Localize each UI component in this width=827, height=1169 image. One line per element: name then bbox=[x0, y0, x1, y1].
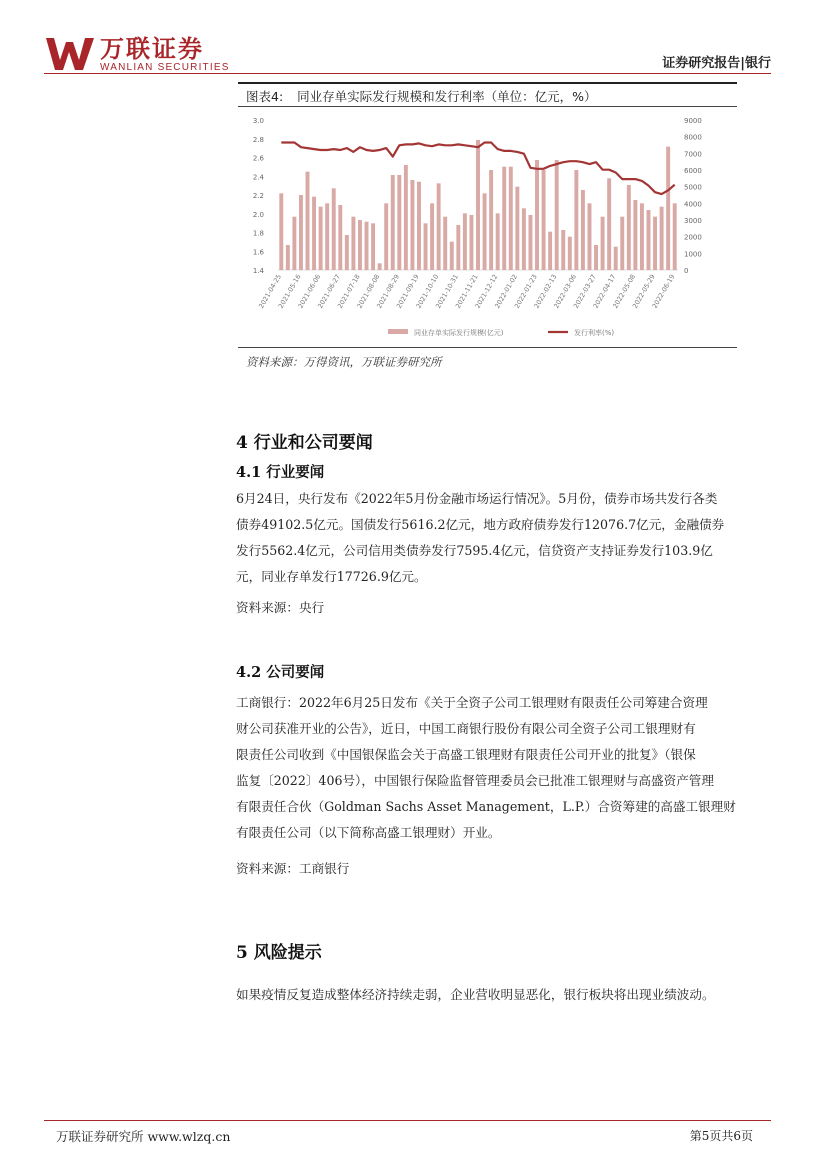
bar bbox=[640, 203, 644, 270]
bar bbox=[325, 203, 329, 270]
bar bbox=[338, 205, 342, 270]
x-tick-label: 2022-04-17 bbox=[591, 273, 618, 310]
section-4-1-heading: 4.1 行业要闻 bbox=[236, 464, 325, 481]
x-tick-label: 2021-08-29 bbox=[375, 273, 402, 310]
bar bbox=[607, 178, 611, 270]
y-right-tick-label: 9000 bbox=[684, 117, 702, 125]
paragraph-line: 限责任公司收到《中国银保监会关于高盛工银理财有限责任公司开业的批复》（银保 bbox=[236, 747, 696, 762]
x-tick-label: 2021-12-12 bbox=[473, 273, 500, 310]
bar bbox=[456, 225, 460, 270]
wanlian-logo-icon bbox=[44, 36, 96, 72]
bar bbox=[351, 217, 355, 270]
figure-bottom-rule bbox=[238, 347, 737, 348]
bar bbox=[378, 263, 382, 270]
bar bbox=[574, 170, 578, 270]
company-logo bbox=[44, 36, 230, 72]
paragraph-line: 债券49102.5亿元。国债发行5616.2亿元，地方政府债券发行12076.7亿元，金融债券 bbox=[236, 517, 725, 532]
bar bbox=[292, 217, 296, 270]
figure-label: 图表4: bbox=[246, 89, 284, 104]
bar bbox=[345, 235, 349, 270]
legend-bar-swatch bbox=[388, 329, 408, 334]
y-left-tick-label: 2.4 bbox=[252, 173, 264, 182]
report-type: 证券研究报告|银行 bbox=[662, 56, 771, 71]
interbank-cd-chart bbox=[238, 108, 737, 346]
bar bbox=[430, 203, 434, 270]
y-right-tick-label: 4000 bbox=[684, 200, 702, 209]
x-tick-label: 2022-02-13 bbox=[532, 273, 559, 310]
y-left-tick-label: 1.8 bbox=[252, 229, 264, 238]
bar bbox=[384, 203, 388, 270]
y-left-tick-label: 2.0 bbox=[252, 210, 264, 219]
x-tick-label: 2021-10-31 bbox=[434, 273, 461, 310]
bar bbox=[647, 210, 651, 270]
x-tick-label: 2022-05-08 bbox=[611, 273, 638, 310]
bar bbox=[561, 230, 565, 270]
x-tick-label: 2022-05-29 bbox=[630, 273, 657, 310]
bar bbox=[528, 215, 532, 270]
bar bbox=[424, 223, 428, 270]
paragraph-line: 有限责任公司（以下简称高盛工银理财）开业。 bbox=[236, 825, 501, 840]
x-tick-label: 2022-01-02 bbox=[493, 273, 520, 310]
legend-bar-label: 同业存单实际发行规模(亿元) bbox=[414, 329, 504, 337]
bar bbox=[371, 223, 375, 270]
paragraph-line: 财公司获准开业的公告》，近日，中国工商银行股份有限公司全资子公司工银理财有 bbox=[236, 721, 696, 736]
bar bbox=[417, 182, 421, 270]
y-left-tick-label: 1.4 bbox=[252, 267, 264, 275]
section-4-2-heading: 4.2 公司要闻 bbox=[236, 664, 325, 681]
bar bbox=[437, 183, 441, 270]
bar bbox=[476, 140, 480, 270]
y-right-tick-label: 8000 bbox=[684, 133, 702, 142]
bar bbox=[548, 232, 552, 270]
bar bbox=[332, 188, 336, 270]
y-right-tick-label: 0 bbox=[684, 267, 689, 275]
y-left-tick-label: 1.6 bbox=[252, 248, 264, 257]
bar bbox=[509, 167, 513, 270]
logo-english-name: WANLIAN SECURITIES bbox=[100, 61, 230, 73]
legend-line-label: 发行利率(%) bbox=[574, 329, 615, 337]
bar bbox=[279, 193, 283, 270]
paragraph-line: 元，同业存单发行17726.9亿元。 bbox=[236, 569, 427, 584]
x-tick-label: 2021-06-06 bbox=[296, 273, 323, 310]
bar bbox=[620, 217, 624, 270]
bar bbox=[535, 160, 539, 270]
figure-4 bbox=[238, 82, 737, 348]
y-right-tick-label: 7000 bbox=[684, 150, 702, 159]
figure-title: 同业存单实际发行规模和发行利率（单位：亿元，%） bbox=[297, 89, 597, 104]
paragraph-line: 6月24日，央行发布《2022年5月份金融市场运行情况》。5月份，债券市场共发行各类 bbox=[236, 491, 718, 506]
industry-news-source: 资料来源：央行 bbox=[236, 600, 325, 615]
bar bbox=[633, 200, 637, 270]
page-number: 第5页共6页 bbox=[689, 1129, 753, 1143]
bar bbox=[666, 147, 670, 270]
bar bbox=[463, 213, 467, 270]
figure-title-rule bbox=[238, 106, 737, 107]
x-tick-label: 2021-05-16 bbox=[276, 273, 303, 310]
paragraph-line: 有限责任合伙（Goldman Sachs Asset Management，L.P.）合资筹建的高盛工银理财 bbox=[236, 799, 736, 814]
header-divider bbox=[44, 73, 771, 74]
bar bbox=[581, 190, 585, 270]
x-tick-label: 2021-07-18 bbox=[335, 273, 362, 310]
bar bbox=[443, 217, 447, 270]
bar bbox=[286, 245, 290, 270]
paragraph-line: 监复〔2022〕406号），中国银行保险监督管理委员会已批准工银理财与高盛资产管理 bbox=[236, 773, 714, 788]
bar bbox=[469, 215, 473, 270]
bar bbox=[496, 213, 500, 270]
bar bbox=[515, 187, 519, 270]
bar bbox=[306, 172, 310, 270]
bar bbox=[588, 203, 592, 270]
bar bbox=[450, 242, 454, 270]
bar bbox=[522, 208, 526, 270]
figure-top-rule bbox=[238, 82, 737, 84]
x-tick-label: 2022-03-27 bbox=[571, 273, 598, 310]
bar bbox=[483, 193, 487, 270]
y-right-tick-label: 2000 bbox=[684, 233, 702, 242]
bar bbox=[568, 237, 572, 270]
bar bbox=[319, 207, 323, 270]
figure-caption bbox=[246, 87, 597, 105]
section-5-heading: 5 风险提示 bbox=[236, 943, 322, 963]
x-tick-label: 2021-09-19 bbox=[394, 273, 421, 310]
y-right-tick-label: 6000 bbox=[684, 167, 702, 175]
bar bbox=[601, 217, 605, 270]
bar bbox=[660, 207, 664, 270]
x-tick-label: 2022-01-23 bbox=[512, 273, 539, 310]
industry-news-paragraph bbox=[236, 486, 769, 590]
footer-institute: 万联证券研究所 www.wlzq.cn bbox=[56, 1129, 231, 1144]
y-left-tick-label: 2.2 bbox=[252, 192, 264, 200]
x-tick-label: 2021-08-08 bbox=[355, 273, 382, 310]
bar bbox=[365, 222, 369, 270]
bar bbox=[542, 170, 546, 270]
y-left-tick-label: 3.0 bbox=[252, 117, 264, 125]
x-tick-label: 2022-03-06 bbox=[552, 273, 579, 310]
figure-source: 资料来源：万得资讯，万联证券研究所 bbox=[246, 355, 442, 369]
y-right-tick-label: 5000 bbox=[684, 183, 702, 192]
bar bbox=[627, 185, 631, 270]
x-tick-label: 2021-06-27 bbox=[316, 273, 343, 310]
bar bbox=[594, 245, 598, 270]
bar bbox=[312, 197, 316, 270]
bar bbox=[673, 203, 677, 270]
bar bbox=[397, 175, 401, 270]
bar bbox=[299, 195, 303, 270]
x-tick-label: 2021-10-10 bbox=[414, 273, 441, 310]
y-left-tick-label: 2.6 bbox=[252, 154, 264, 163]
y-right-tick-label: 1000 bbox=[684, 250, 702, 259]
risk-warning-text: 如果疫情反复造成整体经济持续走弱，企业营收明显恶化，银行板块将出现业绩波动。 bbox=[236, 987, 715, 1002]
bar bbox=[555, 160, 559, 270]
bar bbox=[489, 170, 493, 270]
logo-chinese-name: 万联证券 bbox=[100, 34, 204, 63]
bar bbox=[502, 167, 506, 270]
bar bbox=[391, 175, 395, 270]
company-news-paragraph bbox=[236, 690, 769, 846]
y-right-tick-label: 3000 bbox=[684, 217, 702, 225]
company-news-source: 资料来源：工商银行 bbox=[236, 861, 350, 876]
x-tick-label: 2021-11-21 bbox=[453, 273, 480, 310]
paragraph-line: 工商银行：2022年6月25日发布《关于全资子公司工银理财有限责任公司筹建合资理 bbox=[236, 695, 708, 710]
bar bbox=[410, 180, 414, 270]
paragraph-line: 发行5562.4亿元，公司信用类债券发行7595.4亿元，信贷资产支持证券发行103.9亿 bbox=[236, 543, 713, 558]
x-tick-label: 2021-04-25 bbox=[257, 273, 284, 310]
bar bbox=[358, 220, 362, 270]
bar bbox=[614, 247, 618, 270]
x-tick-label: 2022-06-19 bbox=[650, 273, 677, 310]
bar bbox=[653, 217, 657, 270]
footer-divider bbox=[44, 1120, 771, 1121]
y-left-tick-label: 2.8 bbox=[252, 135, 264, 144]
bar bbox=[404, 165, 408, 270]
section-4-heading: 4 行业和公司要闻 bbox=[236, 433, 373, 453]
